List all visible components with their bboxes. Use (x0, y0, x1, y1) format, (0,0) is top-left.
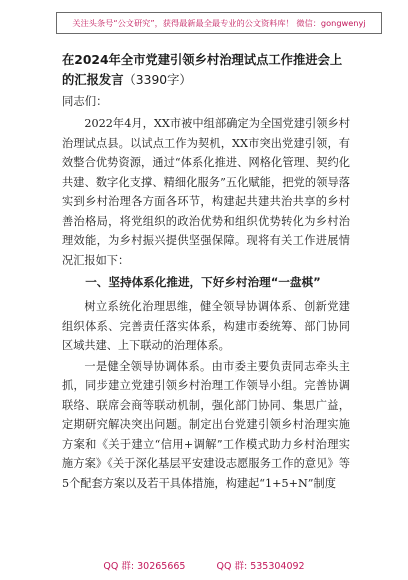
paragraph-section1-point1: 一是健全领导协调体系。由市委主要负责同志牵头主抓，同步建立党建引领乡村治理工作领导小组。完善协调联络、联席会商等联动机制，强化部门协同、集思广益，定期研究解决突出问题。制定出台党建引领乡村治理实施方案和《关于建立“信用+调解”工作模式助力乡村治理实施方案》《关于深化基层平安建设志愿服务工作的意见》等5个配套方案以及若干具体措施，构建起“1+5+N”制度 (62, 359, 350, 490)
qq-group-1: QQ 群: 30265665 (103, 561, 186, 572)
promo-banner: 关注头条号“公文研究”，获得最新最全最专业的公文资料库！ 微信：gongwenyj (56, 12, 382, 34)
title-main: 在2024年全市党建引领乡村治理试点工作推进会上的汇报发言 (62, 53, 343, 87)
document-body (62, 50, 350, 494)
section-heading-1: 一、坚持体系化推进，下好乡村治理“一盘棋” (85, 275, 321, 289)
qq-group-2: QQ 群: 535304092 (216, 561, 305, 572)
document-title (62, 50, 350, 90)
paragraph-intro: 2022年4月，XX市被中组部确定为全国党建引领乡村治理试点县。以试点工作为契机，XX市突出党建引领，有效整合优势资源，通过“体系化推进、网格化管理、契约化共建、数字化支撑、精细化服务”五化赋能，把党的领导落实到乡村治理各方面各环节，构建起共建共治共享的乡村善治格局，将党组织的政治优势和组织优势转化为乡村治理效能，为乡村振兴提供坚强保障。现将有关工作进展情况汇报如下： (62, 117, 350, 267)
qq-group-footer (0, 558, 408, 572)
paragraph-section1-overview: 树立系统化治理思维，健全领导协调体系、创新党建组织体系、完善责任落实体系，构建市委统筹、部门协同区域共建、上下联动的治理体系。 (62, 300, 350, 352)
greeting: 同志们： (62, 94, 108, 108)
title-word-count: （3390字） (123, 73, 192, 87)
